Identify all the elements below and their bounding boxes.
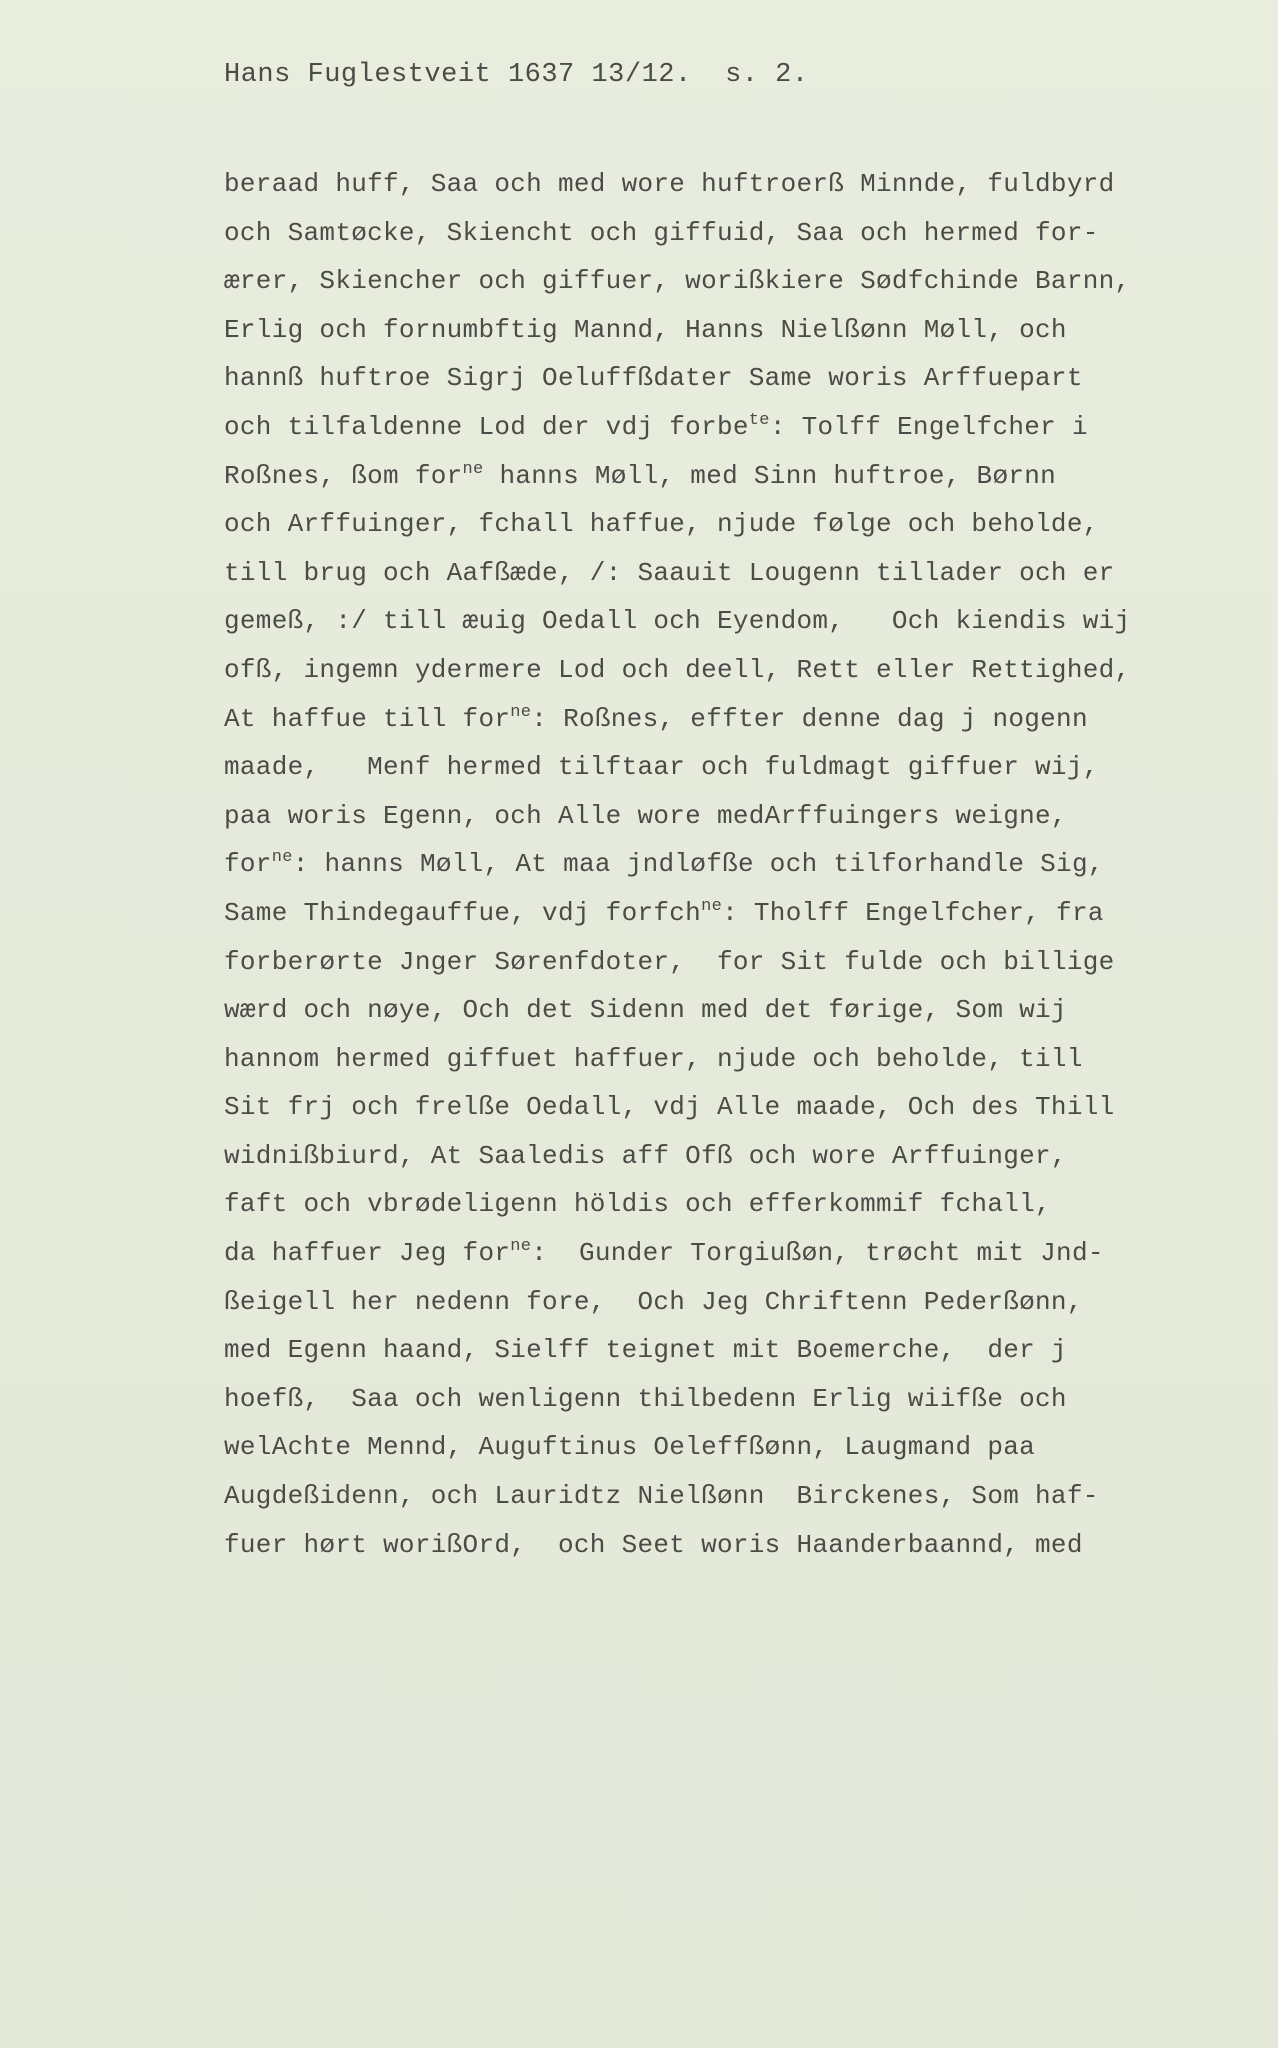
text-line — [224, 597, 1234, 646]
line-text: : Gunder Torgiußøn, trøcht mit Jnd- — [531, 1238, 1104, 1269]
text-line — [224, 354, 1234, 403]
line-text: till brug och Aafßæde, /: Saauit Lougenn tillader och er — [224, 557, 1115, 588]
line-text: welAchte Mennd, Auguftinus Oeleffßønn, Laugmand paa — [224, 1432, 1036, 1463]
text-line — [224, 1083, 1234, 1132]
text-line — [224, 209, 1234, 258]
text-line — [224, 938, 1234, 987]
text-line — [224, 986, 1234, 1035]
line-text: faft och vbrødeligenn höldis och efferkommif fchall, — [224, 1189, 1051, 1220]
text-line — [224, 500, 1234, 549]
page-header: Hans Fuglestveit 1637 13/12. s. 2. — [224, 60, 809, 90]
line-text: Roßnes, ßom for — [224, 460, 463, 491]
text-line — [224, 1278, 1234, 1327]
line-text: fuer hørt worißOrd, och Seet woris Haanderbaannd, med — [224, 1529, 1083, 1560]
line-text: och Arffuinger, fchall haffue, njude følge och beholde, — [224, 509, 1099, 540]
transcription-body — [224, 160, 1234, 1569]
superscript-abbreviation: te — [748, 410, 770, 430]
text-line — [224, 403, 1234, 452]
line-text: ßeigell her nedenn fore, Och Jeg Chriftenn Pederßønn, — [224, 1286, 1083, 1317]
line-text: hanns Møll, med Sinn huftroe, Børnn — [483, 460, 1057, 491]
line-text: Erlig och fornumbftig Mannd, Hanns Nielßønn Møll, och — [224, 314, 1067, 345]
line-text: Augdeßidenn, och Lauridtz Nielßønn Birckenes, Som haf- — [224, 1481, 1099, 1512]
line-text: hannom hermed giffuet haffuer, njude och beholde, till — [224, 1043, 1083, 1074]
line-text: beraad huff, Saa och med wore huftroerß Minnde, fuldbyrd — [224, 169, 1115, 199]
line-text: paa woris Egenn, och Alle wore medArffuingers weigne, — [224, 800, 1067, 831]
line-text: : hanns Møll, At maa jndløfße och tilforhandle Sig, — [292, 849, 1104, 880]
line-text: och Samtøcke, Skiencht och giffuid, Saa och hermed for- — [224, 217, 1099, 248]
line-text: : Tolff Engelfcher i — [769, 411, 1088, 442]
line-text: gemeß, :/ till æuig Oedall och Eyendom, Och kiendis wij — [224, 606, 1131, 637]
line-text: Sit frj och frelße Oedall, vdj Alle maade, Och des Thill — [224, 1092, 1115, 1123]
line-text: ærer, Skiencher och giffuer, worißkiere Sødfchinde Barnn, — [224, 266, 1131, 297]
text-line — [224, 1132, 1234, 1181]
line-text: hoefß, Saa och wenligenn thilbedenn Erlig wiifße och — [224, 1383, 1067, 1414]
superscript-abbreviation: ne — [510, 1237, 532, 1257]
text-line — [224, 1472, 1234, 1521]
text-line — [224, 1375, 1234, 1424]
line-text: maade, Menf hermed tilftaar och fuldmagt giffuer wij, — [224, 752, 1099, 783]
text-line — [224, 1423, 1234, 1472]
line-text: ofß, ingemn ydermere Lod och deell, Rett eller Rettighed, — [224, 654, 1131, 685]
text-line — [224, 257, 1234, 306]
line-text: widnißbiurd, At Saaledis aff Ofß och wore Arffuinger, — [224, 1140, 1067, 1171]
text-line — [224, 1229, 1234, 1278]
text-line — [224, 549, 1234, 598]
text-line — [224, 1521, 1234, 1570]
line-text: da haffuer Jeg for — [224, 1238, 511, 1269]
text-line — [224, 889, 1234, 938]
line-text: Same Thindegauffue, vdj forfch — [224, 897, 702, 928]
text-line — [224, 743, 1234, 792]
text-line — [224, 1180, 1234, 1229]
text-line — [224, 646, 1234, 695]
text-line — [224, 840, 1234, 889]
superscript-abbreviation: ne — [701, 896, 723, 916]
line-text: och tilfaldenne Lod der vdj forbe — [224, 411, 749, 442]
text-line — [224, 452, 1234, 501]
superscript-abbreviation: ne — [510, 702, 532, 722]
line-text: med Egenn haand, Sielff teignet mit Boemerche, der j — [224, 1335, 1067, 1366]
line-text: : Tholff Engelfcher, fra — [722, 897, 1104, 928]
text-line — [224, 1035, 1234, 1084]
line-text: : Roßnes, effter denne dag j nogenn — [531, 703, 1088, 734]
superscript-abbreviation: ne — [271, 848, 293, 868]
superscript-abbreviation: ne — [462, 459, 484, 479]
text-line — [224, 160, 1234, 209]
text-line — [224, 695, 1234, 744]
line-text: forberørte Jnger Sørenfdoter, for Sit fulde och billige — [224, 946, 1115, 977]
line-text: hannß huftroe Sigrj Oeluffßdater Same woris Arffuepart — [224, 363, 1083, 394]
line-text: At haffue till for — [224, 703, 511, 734]
line-text: wærd och nøye, Och det Sidenn med det førige, Som wij — [224, 995, 1067, 1026]
text-line — [224, 1326, 1234, 1375]
text-line — [224, 306, 1234, 355]
text-line — [224, 792, 1234, 841]
line-text: for — [224, 849, 272, 880]
